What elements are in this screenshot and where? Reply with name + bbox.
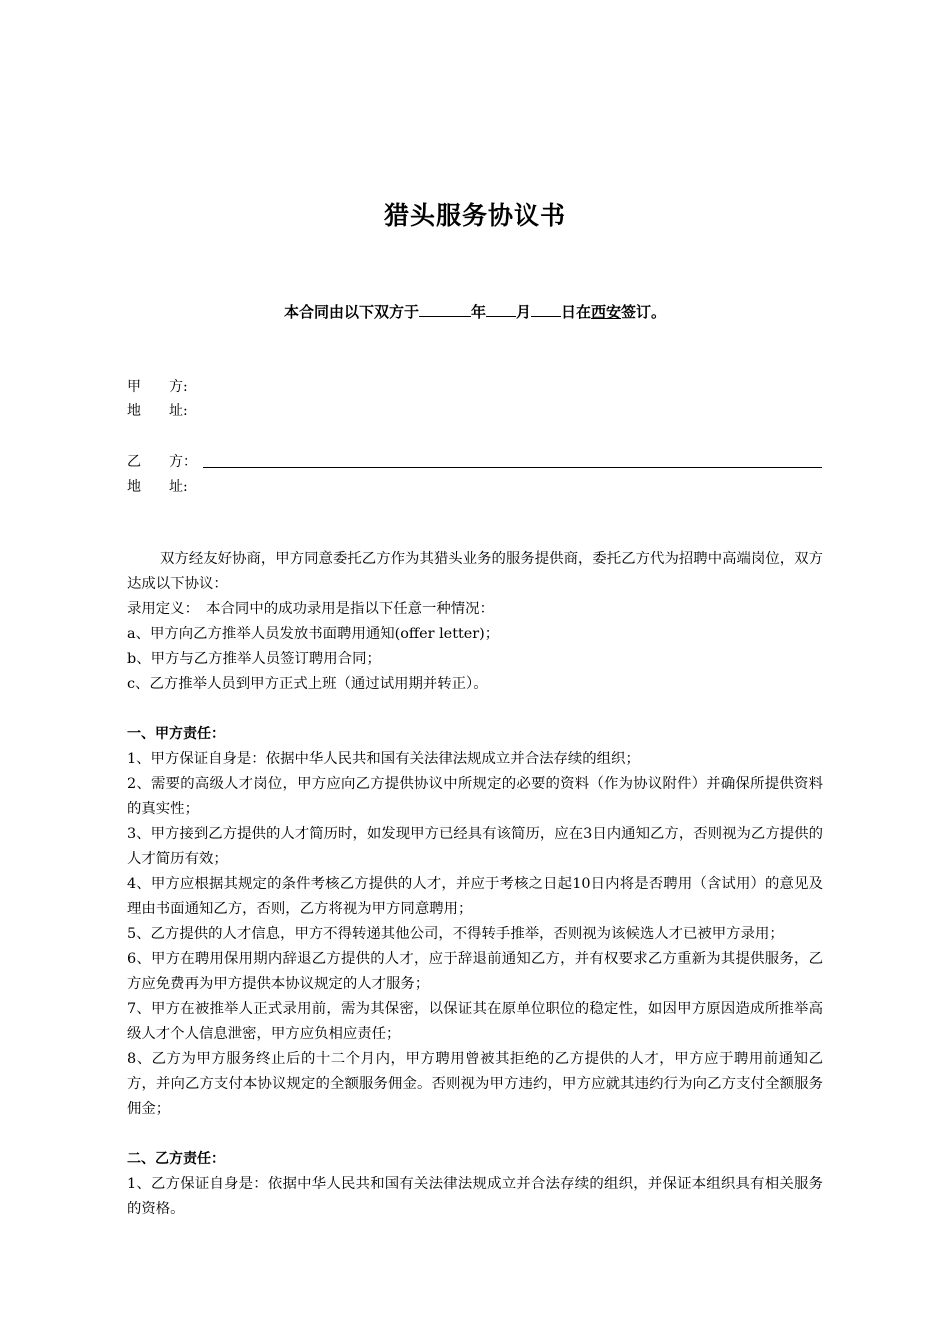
definition-item-b: b、甲方与乙方推举人员签订聘用合同； [127, 651, 381, 667]
party-b-fill-line [203, 467, 822, 468]
definition-item-a: a、甲方向乙方推举人员发放书面聘用通知(offer letter)； [127, 626, 500, 642]
section-1-item: 6、甲方在聘用保用期内辞退乙方提供的人才，应于辞退前通知乙方，并有权要求乙方重新为其提供服务，乙方应免费再为甲方提供本协议规定的人才服务； [127, 951, 823, 992]
section-1-heading: 一、甲方责任： [127, 726, 225, 742]
year-blank [419, 300, 471, 317]
party-b-address-label: 地 址: [127, 479, 188, 495]
party-b-address-field [127, 475, 188, 499]
month-suffix: 月 [515, 303, 531, 321]
section-1-item: 1、甲方保证自身是：依据中华人民共和国有关法律法规成立并合法存续的组织； [127, 751, 640, 767]
signing-statement [0, 300, 950, 324]
signing-place: 西安 [591, 303, 622, 321]
definition-item-c: c、乙方推举人员到甲方正式上班（通过试用期并转正）。 [127, 676, 488, 692]
section-gap [127, 1122, 823, 1147]
year-suffix: 年 [470, 303, 486, 321]
agreement-body [127, 547, 823, 1222]
party-a-address-label: 地 址: [127, 403, 188, 419]
day-blank [531, 300, 561, 317]
party-b-field [127, 450, 197, 474]
party-a-address-field [127, 399, 188, 423]
section-2-heading: 二、乙方责任： [127, 1151, 225, 1167]
section-1-item: 7、甲方在被推举人正式录用前，需为其保密，以保证其在原单位职位的稳定性，如因甲方原因造成所推举高级人才个人信息泄密，甲方应负相应责任； [127, 1001, 823, 1042]
definition-line: 录用定义： 本合同中的成功录用是指以下任意一种情况： [127, 601, 494, 617]
section-1-item: 2、需要的高级人才岗位，甲方应向乙方提供协议中所规定的必要的资料（作为协议附件）并确保所提供资料的真实性； [127, 776, 823, 817]
signing-ending: 签订。 [621, 303, 667, 321]
party-b-label: 乙 方： [127, 454, 197, 470]
month-blank [486, 300, 516, 317]
party-a-field [127, 375, 188, 399]
document-title: 猎头服务协议书 [383, 201, 566, 230]
party-a-label: 甲 方: [127, 379, 188, 395]
section-2-item: 1、乙方保证自身是：依据中华人民共和国有关法律法规成立并合法存续的组织，并保证本组织具有相关服务的资格。 [127, 1176, 823, 1217]
signing-prefix: 本合同由以下双方于 [283, 303, 419, 321]
section-1-item: 4、甲方应根据其规定的条件考核乙方提供的人才，并应于考核之日起10日内将是否聘用（含试用）的意见及理由书面通知乙方，否则，乙方将视为甲方同意聘用； [127, 876, 823, 917]
section-1-item: 5、乙方提供的人才信息，甲方不得转递其他公司，不得转手推举，否则视为该候选人才已被甲方录用； [127, 926, 784, 942]
intro-paragraph: 双方经友好协商，甲方同意委托乙方作为其猎头业务的服务提供商，委托乙方代为招聘中高端岗位，双方达成以下协议： [127, 551, 823, 592]
day-suffix: 日在 [561, 303, 592, 321]
section-1-item: 8、乙方为甲方服务终止后的十二个月内，甲方聘用曾被其拒绝的乙方提供的人才，甲方应于聘用前通知乙方，并向乙方支付本协议规定的全额服务佣金。否则视为甲方违约，甲方应就其违约行为向乙方支付全额服务佣金； [127, 1051, 823, 1117]
section-1-item: 3、甲方接到乙方提供的人才简历时，如发现甲方已经具有该简历，应在3日内通知乙方，否则视为乙方提供的人才简历有效； [127, 826, 823, 867]
section-gap [127, 697, 823, 722]
